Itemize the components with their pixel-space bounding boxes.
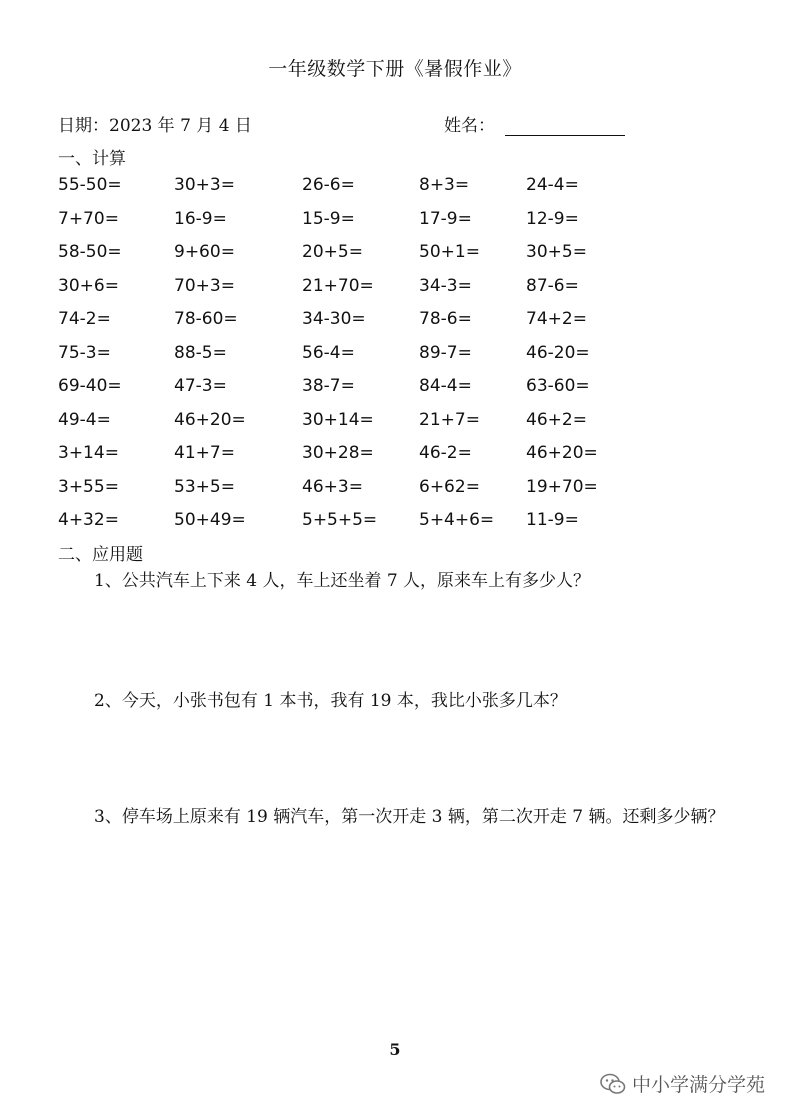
wechat-icon [600,1073,626,1095]
calc-item: 55-50= [58,175,122,195]
calc-item: 46+20= [174,409,246,430]
watermark [600,1070,765,1097]
name-label: 姓名： [444,116,495,136]
calc-item: 49-4= [58,409,111,430]
calc-item: 70+3= [174,275,235,296]
calc-item: 12-9= [526,208,579,229]
calc-item: 30+3= [174,175,235,195]
calc-item: 74+2= [526,309,587,329]
calc-item: 41+7= [174,443,235,463]
calc-item: 17-9= [419,208,472,229]
calc-item: 11-9= [526,510,579,530]
calc-item: 5+4+6= [419,510,495,530]
calc-item: 88-5= [174,342,227,363]
calc-item: 5+5+5= [302,510,378,530]
calc-item: 50+49= [174,510,246,530]
date-label: 日期：2023 年 7 月 4 日 [58,116,252,136]
word-problem-2: 2、今天，小张书包有 1 本书，我有 19 本，我比小张多几本？ [94,691,567,711]
calc-item: 46-2= [419,443,472,463]
calc-item: 69-40= [58,376,122,396]
calc-item: 63-60= [526,376,590,396]
calc-item: 50+1= [419,242,480,262]
calc-item: 30+14= [302,409,374,430]
calc-item: 24-4= [526,175,579,195]
calc-item: 7+70= [58,208,119,229]
name-blank-line [505,117,625,136]
calc-item: 3+14= [58,443,119,463]
calc-item: 53+5= [174,476,235,497]
calc-item: 30+5= [526,242,587,262]
calc-item: 87-6= [526,275,579,296]
calc-item: 75-3= [58,342,111,363]
calc-item: 16-9= [174,208,227,229]
calc-item: 38-7= [302,376,355,396]
calc-item: 3+55= [58,476,119,497]
calc-item: 46-20= [526,342,590,363]
calc-item: 30+6= [58,275,119,296]
calc-item: 4+32= [58,510,119,530]
calc-item: 26-6= [302,175,355,195]
calc-item: 21+70= [302,275,374,296]
calc-item: 46+2= [526,409,587,430]
calc-item: 6+62= [419,476,480,497]
calc-item: 78-60= [174,309,238,329]
calc-item: 46+3= [302,476,363,497]
calc-item: 47-3= [174,376,227,396]
calc-item: 21+7= [419,409,480,430]
calc-item: 56-4= [302,342,355,363]
page-title: 一年级数学下册《暑假作业》 [268,58,522,80]
calc-item: 58-50= [58,242,122,262]
calc-item: 15-9= [302,208,355,229]
word-problem-1: 1、公共汽车上下来 4 人，车上还坐着 7 人，原来车上有多少人？ [94,571,591,591]
page-number: 5 [389,1040,401,1059]
calc-item: 74-2= [58,309,111,329]
section-word-problems-title: 二、应用题 [58,545,143,565]
name-field [444,111,625,136]
section-calc-title: 一、计算 [58,149,126,169]
calc-item: 19+70= [526,476,598,497]
calc-item: 20+5= [302,242,363,262]
calc-item: 89-7= [419,342,472,363]
watermark-text: 中小学满分学苑 [632,1074,766,1096]
word-problem-3: 3、停车场上原来有 19 辆汽车，第一次开走 3 辆，第二次开走 7 辆。还剩多少辆？ [94,807,725,827]
calc-item: 8+3= [419,175,470,195]
calc-item: 78-6= [419,309,472,329]
calc-item: 34-3= [419,275,472,296]
calc-item: 34-30= [302,309,366,329]
calc-item: 9+60= [174,242,235,262]
calc-item: 30+28= [302,443,374,463]
calc-item: 46+20= [526,443,598,463]
calc-item: 84-4= [419,376,472,396]
